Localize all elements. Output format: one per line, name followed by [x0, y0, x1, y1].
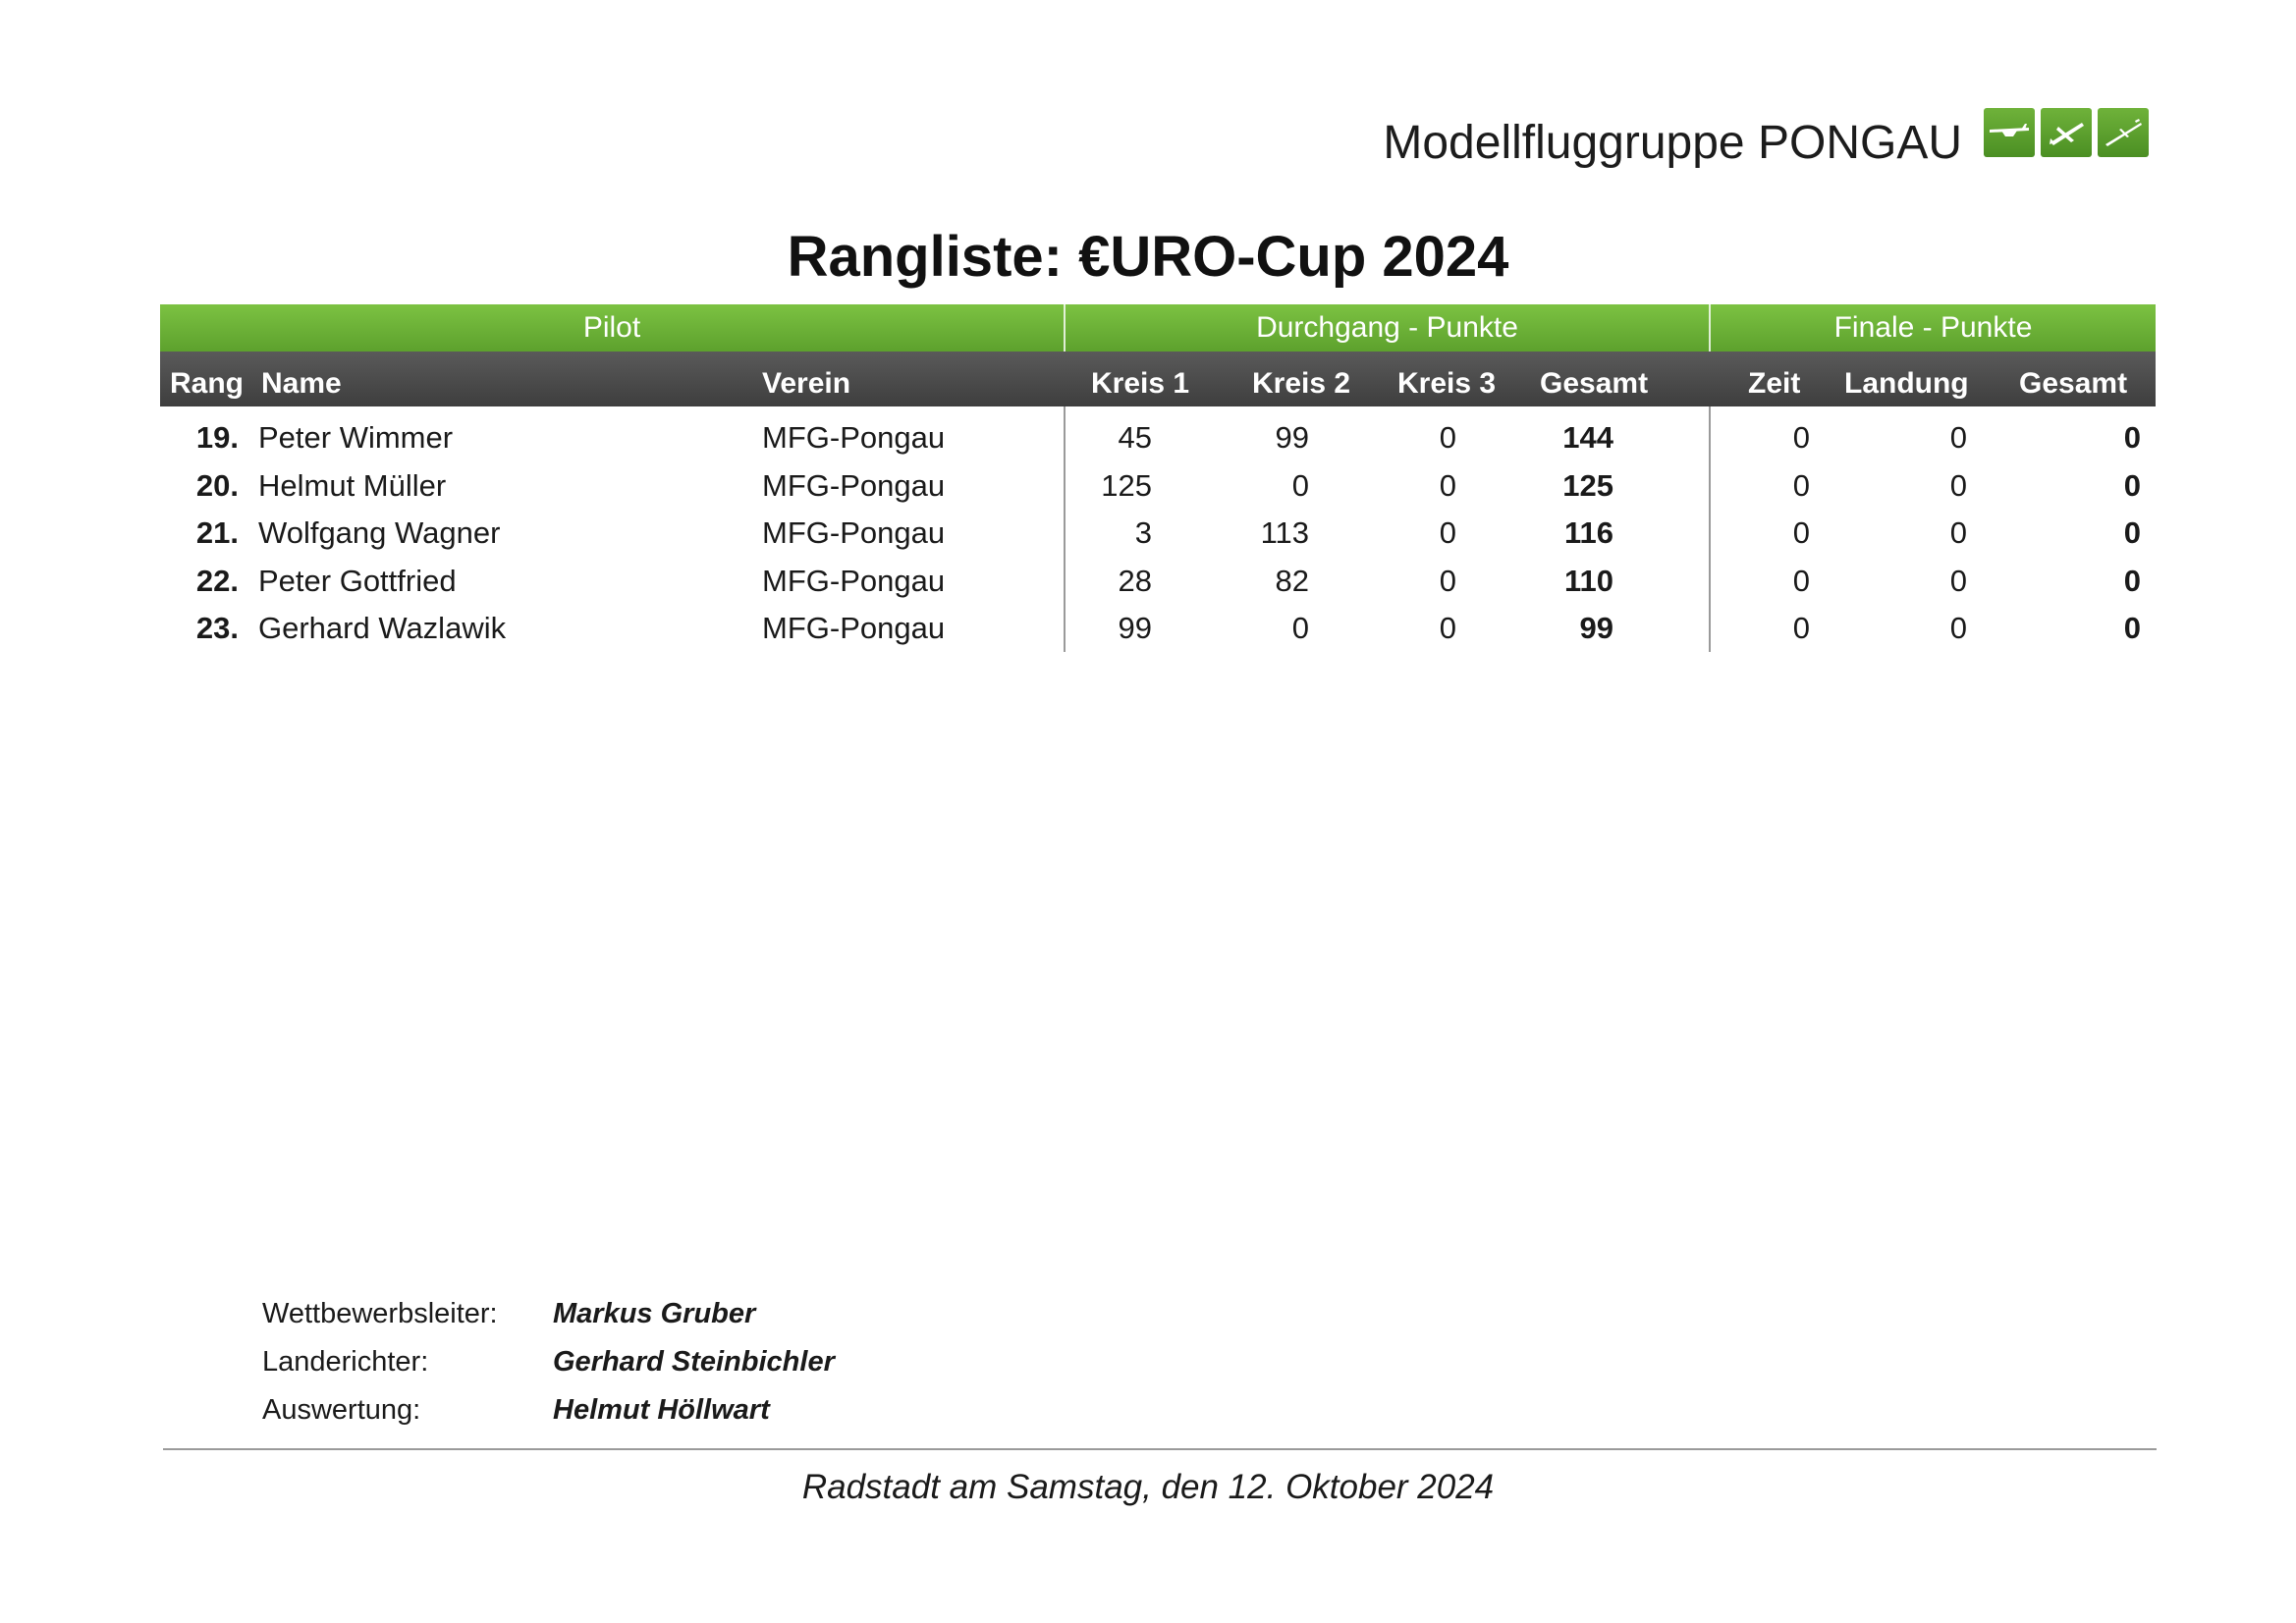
- col-final-gesamt: Gesamt: [2019, 367, 2128, 400]
- group-durchgang: Durchgang - Punkte: [1256, 311, 1518, 344]
- col-kreis1: Kreis 1: [1091, 367, 1190, 400]
- name-cell: Helmut Müller: [258, 467, 447, 503]
- kreis3-cell: 0: [1439, 611, 1456, 645]
- zeit-cell: 0: [1792, 515, 1810, 550]
- column-header-row: [160, 352, 2156, 406]
- gesamt-cell: 99: [1579, 611, 1613, 645]
- gesamt-cell: 144: [1562, 420, 1613, 455]
- table-row: [160, 510, 2156, 557]
- gesamt-cell: 110: [1563, 563, 1613, 598]
- col-gesamt: Gesamt: [1540, 367, 1649, 400]
- verein-cell: MFG-Pongau: [762, 420, 946, 455]
- kreis3-cell: 0: [1439, 467, 1456, 503]
- table-row: [160, 558, 2156, 605]
- kreis1-cell: 28: [1118, 563, 1152, 598]
- name-cell: Wolfgang Wagner: [258, 515, 501, 550]
- airplane-icon: [2041, 108, 2092, 157]
- kreis1-cell: 125: [1101, 467, 1152, 503]
- rang-cell: 23.: [195, 611, 239, 645]
- final-gesamt-cell: 0: [2123, 420, 2141, 455]
- kreis2-cell: 113: [1260, 515, 1309, 550]
- kreis2-cell: 82: [1275, 563, 1309, 598]
- final-gesamt-cell: 0: [2123, 515, 2141, 550]
- group-finale: Finale - Punkte: [1833, 311, 2033, 344]
- verein-cell: MFG-Pongau: [762, 611, 946, 645]
- table-row: [160, 605, 2156, 652]
- landung-cell: 0: [1949, 420, 1967, 455]
- group-pilot: Pilot: [582, 311, 641, 344]
- kreis2-cell: 0: [1291, 611, 1309, 645]
- sailplane-icon: [2098, 108, 2149, 157]
- name-cell: Gerhard Wazlawik: [258, 611, 507, 645]
- kreis1-cell: 99: [1118, 611, 1152, 645]
- table-row: [160, 462, 2156, 510]
- official-label: Landerichter:: [262, 1346, 429, 1378]
- name-cell: Peter Wimmer: [258, 420, 454, 455]
- landung-cell: 0: [1949, 467, 1967, 503]
- kreis3-cell: 0: [1439, 420, 1456, 455]
- official-label: Auswertung:: [262, 1394, 421, 1426]
- group-header-row: [160, 304, 2156, 352]
- verein-cell: MFG-Pongau: [762, 467, 946, 503]
- verein-cell: MFG-Pongau: [762, 515, 946, 550]
- official-name: Markus Gruber: [553, 1298, 756, 1329]
- landung-cell: 0: [1949, 563, 1967, 598]
- page-title: Rangliste: €URO-Cup 2024: [787, 225, 1509, 289]
- organization-name: Modellfluggruppe PONGAU: [1383, 117, 1962, 169]
- kreis3-cell: 0: [1439, 563, 1456, 598]
- footer-divider: [163, 1448, 2157, 1450]
- official-name: Gerhard Steinbichler: [553, 1346, 835, 1378]
- final-gesamt-cell: 0: [2123, 611, 2141, 645]
- zeit-cell: 0: [1792, 467, 1810, 503]
- zeit-cell: 0: [1792, 563, 1810, 598]
- kreis1-cell: 3: [1134, 515, 1152, 550]
- col-verein: Verein: [762, 367, 851, 400]
- gesamt-cell: 116: [1563, 515, 1613, 550]
- col-name: Name: [261, 367, 342, 400]
- final-gesamt-cell: 0: [2123, 467, 2141, 503]
- kreis2-cell: 0: [1291, 467, 1309, 503]
- verein-cell: MFG-Pongau: [762, 563, 946, 598]
- kreis2-cell: 99: [1275, 420, 1309, 455]
- rang-cell: 22.: [195, 563, 239, 598]
- rang-cell: 19.: [195, 420, 239, 455]
- rang-cell: 20.: [195, 467, 239, 503]
- kreis3-cell: 0: [1439, 515, 1456, 550]
- place-date: Radstadt am Samstag, den 12. Oktober 2024: [801, 1468, 1495, 1506]
- kreis1-cell: 45: [1118, 420, 1152, 455]
- club-logos: [1984, 108, 2149, 157]
- zeit-cell: 0: [1792, 611, 1810, 645]
- rang-cell: 21.: [195, 515, 239, 550]
- zeit-cell: 0: [1792, 420, 1810, 455]
- glider-icon: [1984, 108, 2035, 157]
- landung-cell: 0: [1949, 611, 1967, 645]
- table-row: [160, 414, 2156, 461]
- col-kreis2: Kreis 2: [1252, 367, 1351, 400]
- col-zeit: Zeit: [1748, 367, 1801, 400]
- col-kreis3: Kreis 3: [1397, 367, 1497, 400]
- official-name: Helmut Höllwart: [553, 1394, 770, 1426]
- official-label: Wettbewerbsleiter:: [262, 1298, 498, 1329]
- col-landung: Landung: [1844, 367, 1969, 400]
- gesamt-cell: 125: [1562, 467, 1613, 503]
- final-gesamt-cell: 0: [2123, 563, 2141, 598]
- col-rang: Rang: [170, 367, 244, 400]
- name-cell: Peter Gottfried: [258, 563, 457, 598]
- landung-cell: 0: [1949, 515, 1967, 550]
